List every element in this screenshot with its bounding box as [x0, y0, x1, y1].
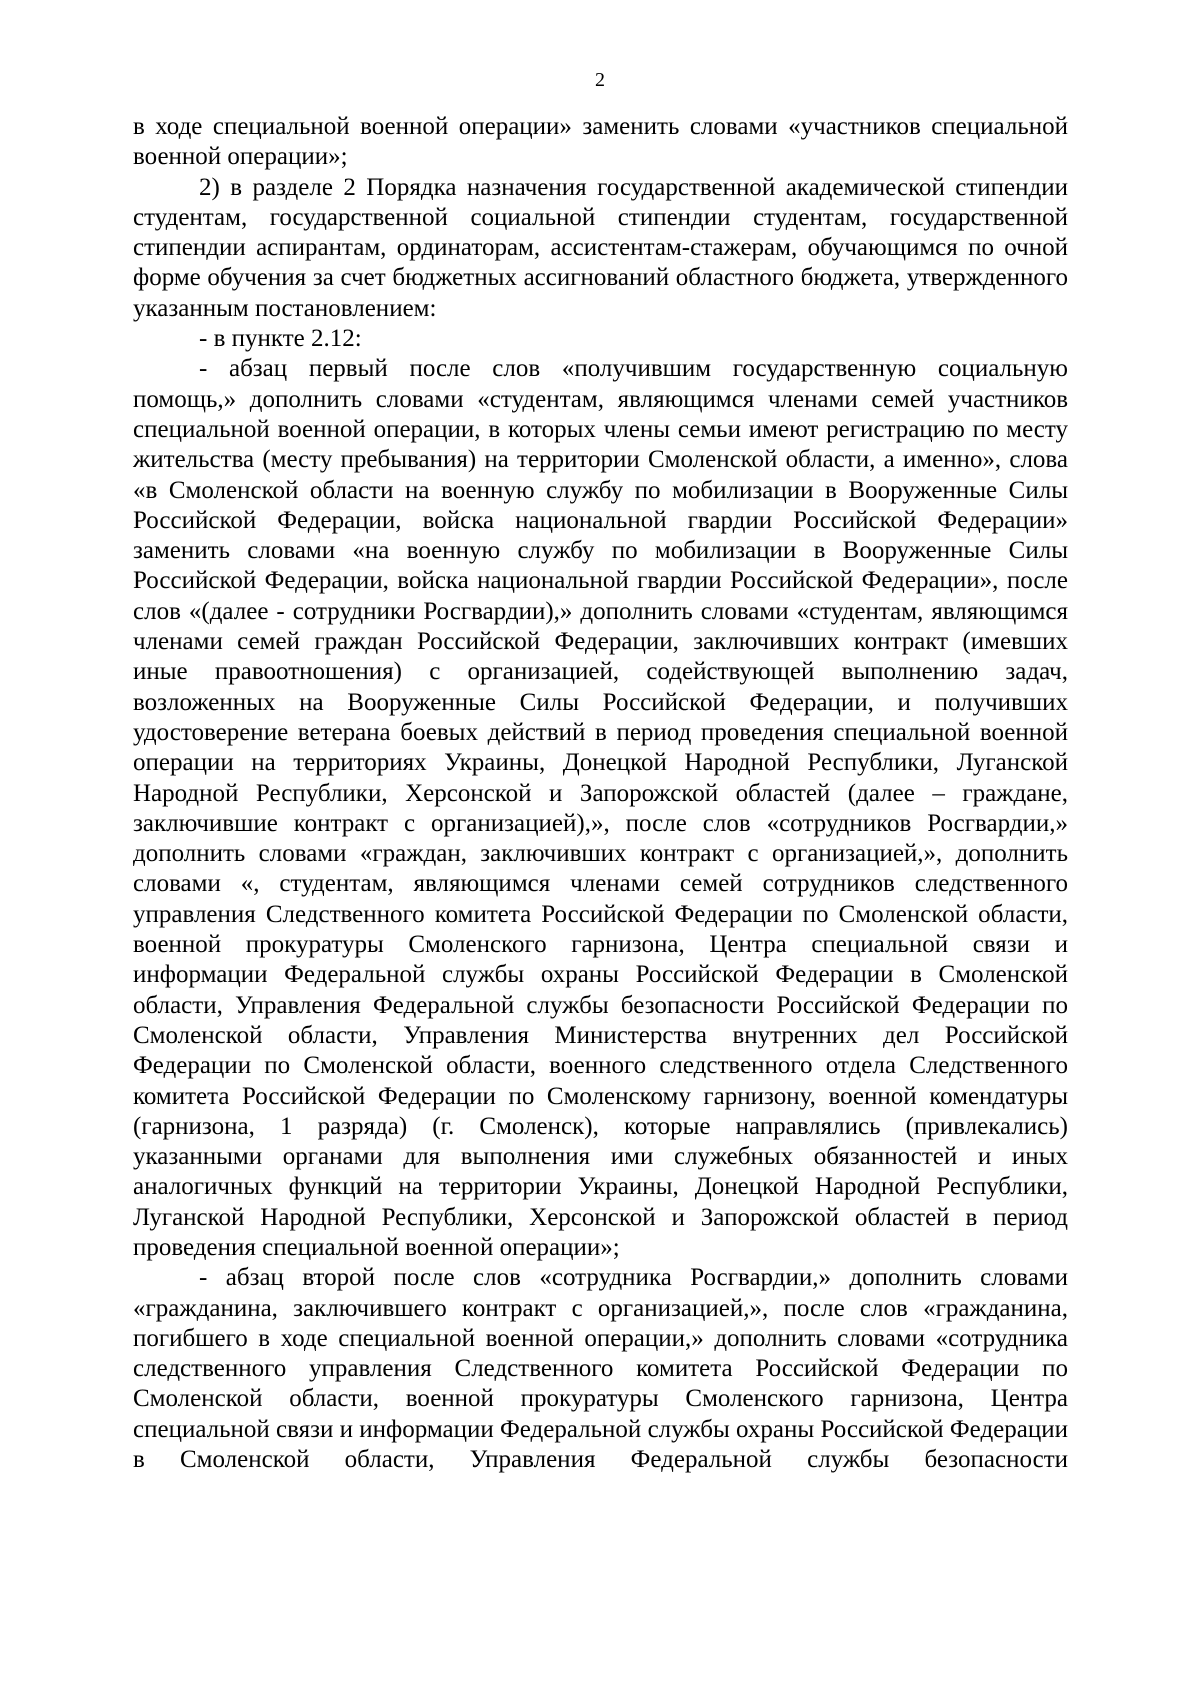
paragraph-second-abzac: - абзац второй после слов «сотрудника Росгвардии,» дополнить словами «гражданина, заключившего контракт с организацией,», после слов «гражданина, погибшего в ходе специальной военной операции,» дополнить словами «сотрудника следственного управления Следственного комитета Российской Федерации по Смоленской области, военной прокуратуры Смоленского гарнизона, Центра специальной связи и информации Федеральной службы охраны Российской Федерации в Смоленской области, Управления Федеральной службы безопасности	[133, 1264, 1068, 1474]
page-number: 2	[595, 69, 605, 91]
paragraph-point-2-12: - в пункте 2.12:	[199, 325, 362, 353]
paragraph-section-2: 2) в разделе 2 Порядка назначения государственной академической стипендии студентам, государственной социальной стипендии студентам, государственной стипендии аспирантам, ординаторам, ассистентам-стажерам, обучающимся по очной форме обучения за счет бюджетных ассигнований областного бюджета, утвержденного указанным постановлением:	[133, 173, 1068, 322]
paragraph-continuation: в ходе специальной военной операции» заменить словами «участников специальной военной операции»;	[133, 113, 1068, 171]
paragraph-first-abzac: - абзац первый после слов «получившим государственную социальную помощь,» дополнить словами «студентам, являющимся членами семей участников специальной военной операции, в которых члены семьи имеют регистрацию по месту жительства (месту пребывания) на территории Смоленской области, а именно», слова «в Смоленской области на военную службу по мобилизации в Вооруженные Силы Российской Федерации, войска национальной гвардии Российской Федерации» заменить словами «на военную службу по мобилизации в Вооруженные Силы Российской Федерации, войска национальной гвардии Российской Федерации», после слов «(далее - сотрудники Росгвардии),» дополнить словами «студентам, являющимся членами семей граждан Российской Федерации, заключивших контракт (имевших иные правоотношения) с организацией, содействующей выполнению задач, возложенных на Вооруженные Силы Российской Федерации, и получивших удостоверение ветерана боевых действий в период проведения специальной военной операции на территориях Украины, Донецкой Народной Республики, Луганской Народной Республики, Херсонской и Запорожской областей (далее – граждане, заключившие контракт с организацией),», после слов «сотрудников Росгвардии,» дополнить словами «граждан, заключивших контракт с организацией,», дополнить словами «, студентам, являющимся членами семей сотрудников следственного управления Следственного комитета Российской Федерации по Смоленской области, военной прокуратуры Смоленского гарнизона, Центра специальной связи и информации Федеральной службы охраны Российской Федерации в Смоленской области, Управления Федеральной службы безопасности Российской Федерации по Смоленской области, Управления Министерства внутренних дел Российской Федерации по Смоленской области, военного следственного отдела Следственного комитета Российской Федерации по Смоленскому гарнизону, военной комендатуры (гарнизона, 1 разряда) (г. Смоленск), которые направлялись (привлекались) указанными органами для выполнения ими служебных обязанностей и иных аналогичных функций на территории Украины, Донецкой Народной Республики, Луганской Народной Республики, Херсонской и Запорожской областей в период проведения специальной военной операции»;	[133, 355, 1068, 1261]
document-body	[133, 112, 1068, 1475]
